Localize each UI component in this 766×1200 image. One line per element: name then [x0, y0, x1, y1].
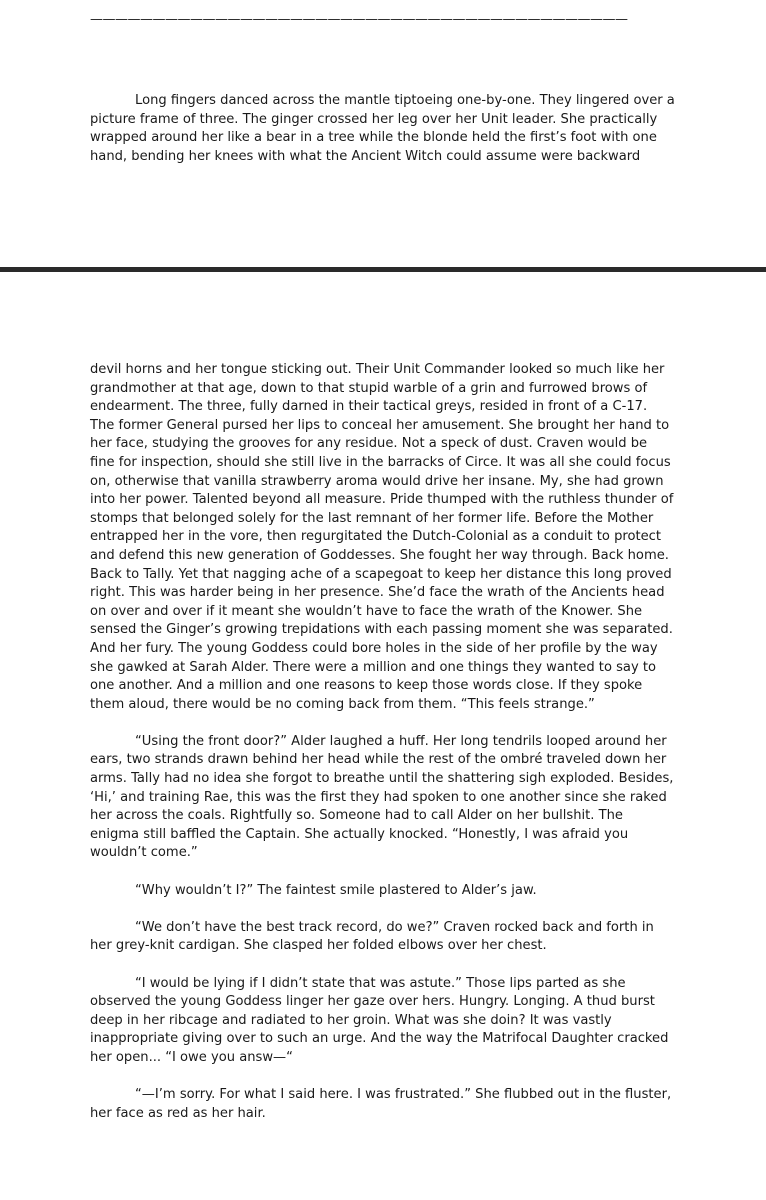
page-one-text — [90, 92, 675, 166]
page-two-text — [90, 361, 675, 1123]
header-separator: ——————————————————————————————————————————— — [90, 12, 628, 27]
paragraph: “—I’m sorry. For what I said here. I was frustrated.” She flubbed out in the fluster, her face as red as her hair. — [90, 1087, 672, 1121]
paragraph: “Using the front door?” Alder laughed a huff. Her long tendrils looped around her ears, two strands drawn behind her head while the rest of the ombré traveled down her arms. Tally had no idea she forgot to breathe until the shattering sigh exploded. Besides, ‘Hi,’ and training Rae, this was the first they had spoken to one another since she raked her across the coals. Rightfully so. Someone had to call Alder on her bullshit. The enigma still baffled the Captain. She actually knocked. “Honestly, I was afraid you wouldn’t come.” — [90, 733, 674, 861]
paragraph: Long fingers danced across the mantle tiptoeing one-by-one. They lingered over a picture frame of three. The ginger crossed her leg over her Unit leader. She practically wrapped around her like a bear in a tree while the blonde held the first’s foot with one hand, bending her knees with what the Ancient Witch could assume were backward — [90, 93, 675, 164]
page-divider — [0, 267, 766, 272]
paragraph: “We don’t have the best track record, do we?” Craven rocked back and forth in her grey-knit cardigan. She clasped her folded elbows over her chest. — [90, 919, 654, 954]
paragraph: “I would be lying if I didn’t state that was astute.” Those lips parted as she observed the young Goddess linger her gaze over hers. Hungry. Longing. A thud burst deep in her ribcage and radiated to her groin. What was she doin? It was vastly inappropriate giving over to such an urge. And the way the Matrifocal Daughter cracked her open... “I owe you answ—“ — [90, 975, 669, 1065]
paragraph: devil horns and her tongue sticking out. Their Unit Commander looked so much like her grandmother at that age, down to that stupid warble of a grin and furrowed brows of endearment. The three, fully darned in their tactical greys, resided in front of a C-17. The former General pursed her lips to conceal her amusement. She brought her hand to her face, studying the grooves for any residue. Not a speck of dust. Craven would be fine for inspection, should she still live in the barracks of Circe. It was all she could focus on, otherwise that vanilla strawberry aroma would drive her insane. My, she had grown into her power. Talented beyond all measure. Pride thumped with the ruthless thunder of stomps that belonged solely for the last remnant of her former life. Before the Mother entrapped her in the vore, then regurgitated the Dutch-Colonial as a conduit to protect and defend this new generation of Goddesses. She fought her way through. Back home. Back to Tally. Yet that nagging ache of a scapegoat to keep her distance this long proved right. This was harder being in her presence. She’d face the wrath of the Ancients head on over and over if it meant she wouldn’t have to face the wrath of the Knower. She sensed the Ginger’s growing trepidations with each passing moment she was separated. And her fury. The young Goddess could bore holes in the side of her profile by the way she gawked at Sarah Alder. There were a million and one things they wanted to say to one another. And a million and one reasons to keep those words close. If they spoke them aloud, there would be no coming back from them. “This feels strange.” — [90, 362, 674, 712]
paragraph: “Why wouldn’t I?” The faintest smile plastered to Alder’s jaw. — [135, 882, 537, 898]
